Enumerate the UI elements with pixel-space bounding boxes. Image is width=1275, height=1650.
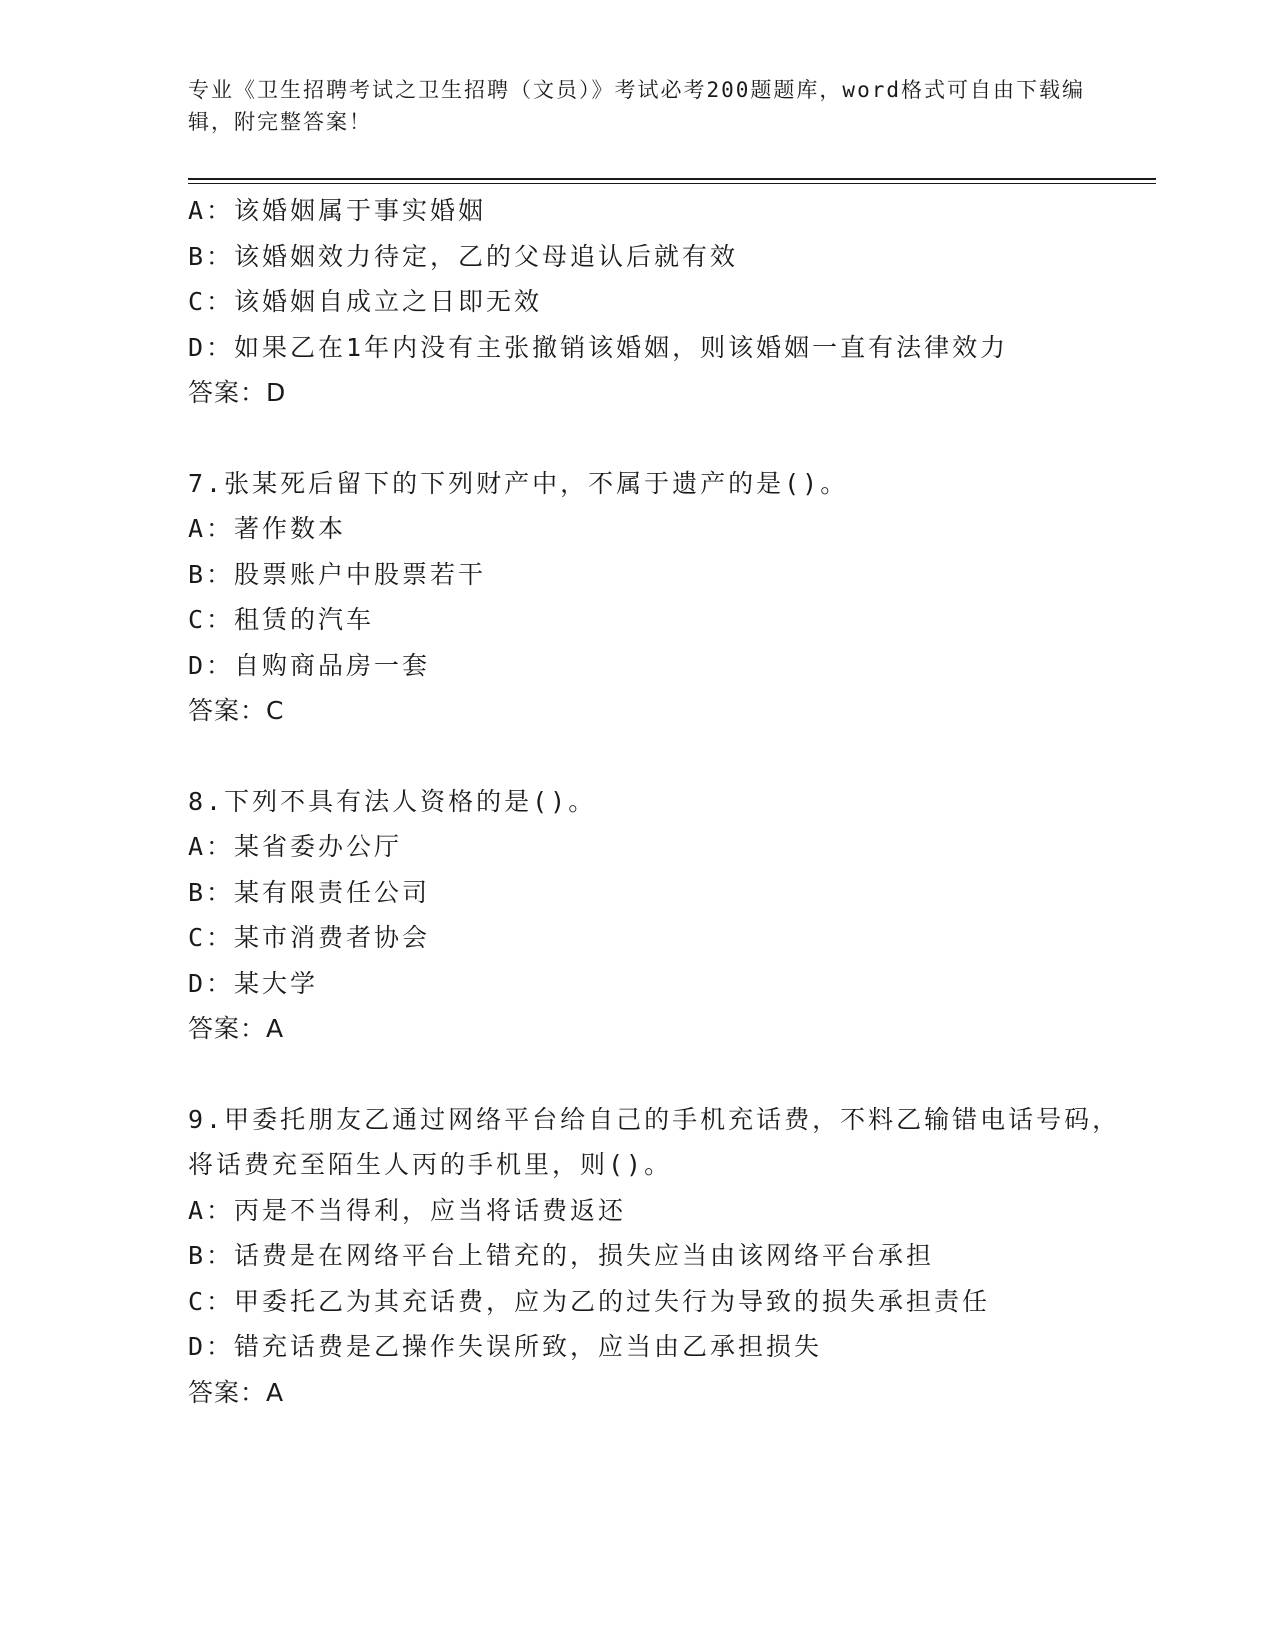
document-header: 专业《卫生招聘考试之卫生招聘（文员）》考试必考200题题库，word格式可自由下载编辑，附完整答案！ (188, 78, 1085, 134)
spacer (188, 1052, 1128, 1097)
question-stem: 7.张某死后留下的下列财产中，不属于遗产的是()。 (188, 468, 849, 498)
option-a: A：丙是不当得利，应当将话费返还 (188, 1195, 627, 1225)
question-stem: 8.下列不具有法人资格的是()。 (188, 786, 597, 816)
question-content (188, 188, 1128, 1415)
question-stem: 9.甲委托朋友乙通过网络平台给自己的手机充话费，不料乙输错电话号码，将话费充至陌生人丙的手机里，则()。 (188, 1104, 1121, 1179)
option-d: D：错充话费是乙操作失误所致，应当由乙承担损失 (188, 1332, 823, 1361)
option-d: D：如果乙在1年内没有主张撤销该婚姻，则该婚姻一直有法律效力 (188, 332, 1009, 362)
option-d: D：某大学 (188, 968, 319, 998)
question-block-6 (188, 188, 1128, 416)
answer-line: 答案：A (188, 1014, 285, 1043)
option-d: D：自购商品房一套 (188, 650, 431, 680)
answer-line: 答案：D (188, 378, 287, 407)
option-a: A：著作数本 (188, 514, 347, 543)
option-c: C：该婚姻自成立之日即无效 (188, 287, 543, 316)
option-b: B：某有限责任公司 (188, 877, 431, 907)
question-block-8 (188, 779, 1128, 1052)
question-block-9 (188, 1097, 1128, 1416)
question-block-7 (188, 461, 1128, 734)
option-a: A：该婚姻属于事实婚姻 (188, 196, 487, 225)
option-c: C：某市消费者协会 (188, 923, 431, 952)
option-c: C：甲委托乙为其充话费，应为乙的过失行为导致的损失承担责任 (188, 1286, 991, 1316)
option-b: B：股票账户中股票若干 (188, 559, 487, 589)
option-b: B：话费是在网络平台上错充的，损失应当由该网络平台承担 (188, 1241, 935, 1270)
header-rule-thick (188, 178, 1156, 180)
answer-line: 答案：A (188, 1377, 285, 1407)
option-b: B：该婚姻效力待定，乙的父母追认后就有效 (188, 241, 739, 271)
option-a: A：某省委办公厅 (188, 832, 403, 861)
header-rule-thin (188, 183, 1156, 184)
option-c: C：租赁的汽车 (188, 605, 375, 634)
answer-line: 答案：C (188, 696, 285, 725)
spacer (188, 734, 1128, 779)
spacer (188, 416, 1128, 461)
